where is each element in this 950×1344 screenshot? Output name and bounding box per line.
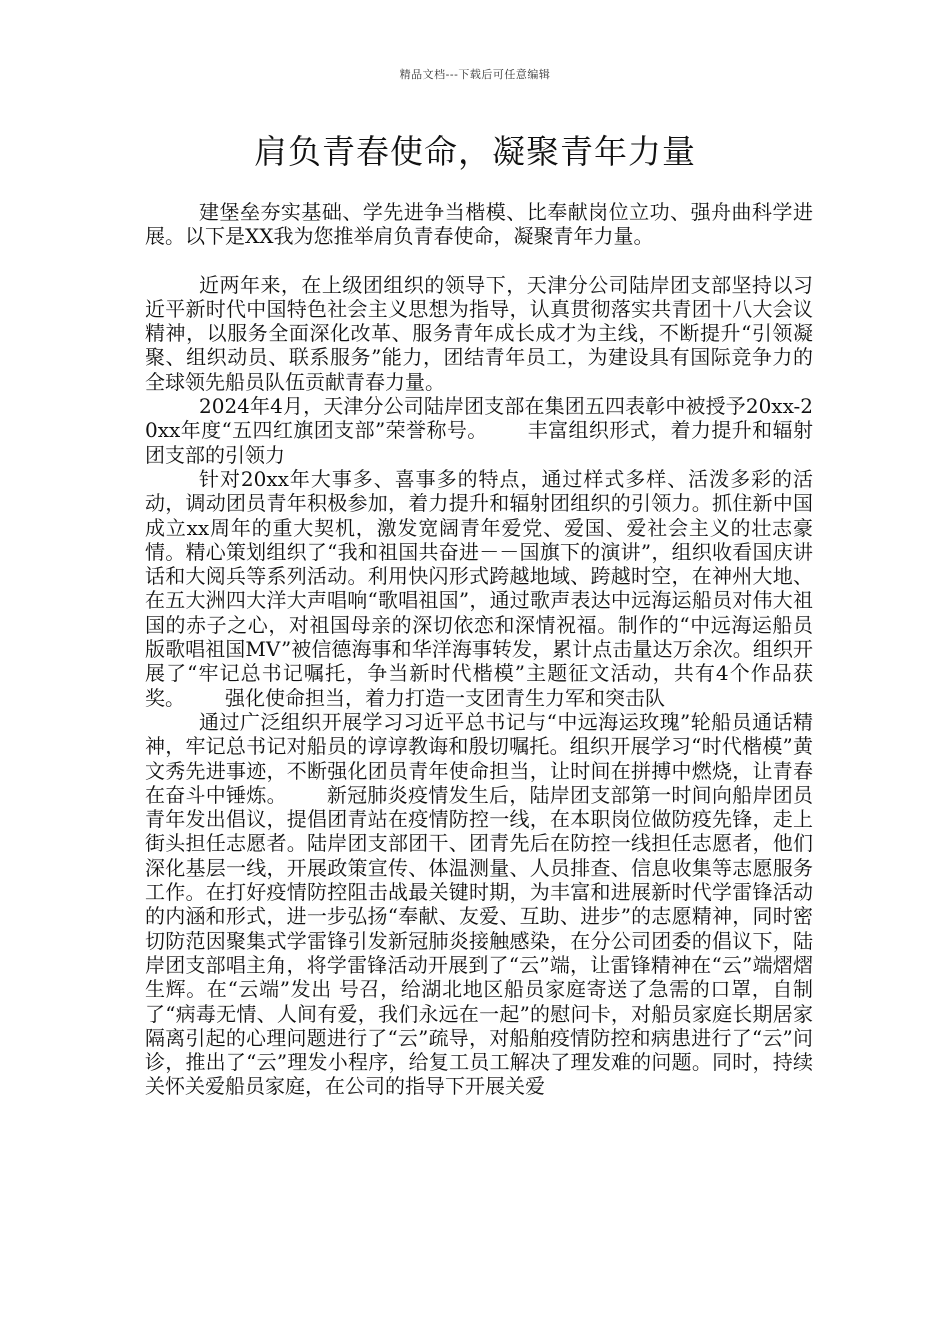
paragraph-text: 针对20xx年大事多、喜事多的特点，通过样式多样、活泼多彩的活动，调动团员青年积极参加，着力提升和辐射团组织的引领力。抓住新中国成立xx周年的重大契机，激发宽阔青年爱党、爱国、爱社会主义的壮志豪情。精心策划组织了“我和祖国共奋进－－国旗下的演讲”，组织收看国庆讲话和大阅兵等系列活动。利用快闪形式跨越地域、跨越时空，在神州大地、在五大洲四大洋大声唱响“歌唱祖国”，通过歌声表达中远海运船员对伟大祖国的赤子之心，对祖国母亲的深切依恋和深情祝福。制作的“中远海运船员版歌唱祖国MV”被信德海事和华洋海事转发，累计点击量达万余次。组织开展了“牢记总书记嘱托，争当新时代楷模”主题征文活动，共有4个作品获奖。 xyxy=(145,466,813,710)
body-paragraph-2 xyxy=(145,394,813,467)
body-paragraph-3 xyxy=(145,467,813,710)
document-body xyxy=(145,200,813,1099)
paragraph-text: 通过广泛组织开展学习习近平总书记与“中远海运玫瑰”轮船员通话精神，牢记总书记对船员的谆谆教诲和殷切嘱托。组织开展学习“时代楷模”黄文秀先进事迹，不断强化团员青年使命担当，让时间在拼搏中燃烧，让青春在奋斗中锤炼。 xyxy=(145,709,813,807)
body-paragraph-1 xyxy=(145,273,813,394)
header-note: 精品文档---下载后可任意编辑 xyxy=(399,68,551,81)
section-heading: 强化使命担当，着力打造一支团青生力军和突击队 xyxy=(225,685,665,710)
paragraph-continuation: 新冠肺炎疫情发生后，陆岸团支部第一时间向船岸团员青年发出倡议，提倡团青站在疫情防控一线，在本职岗位做防疫先锋，走上街头担任志愿者。陆岸团支部团干、团青先后在防控一线担任志愿者，他们深化基层一线，开展政策宣传、体温测量、人员排查、信息收集等志愿服务工作。在打好疫情防控阻击战最关键时期，为丰富和进展新时代学雷锋活动的内涵和形式，进一步弘扬“奉献、友爱、互助、进步”的志愿精神，同时密切防范因聚集式学雷锋引发新冠肺炎接触感染，在分公司团委的倡议下，陆岸团支部唱主角，将学雷锋活动开展到了“云”端，让雷锋精神在“云”端熠熠生辉。在“云端”发出 号召，给湖北地区船员家庭寄送了急需的口罩，自制了“病毒无情、人间有爱，我们永远在一起”的慰问卡，对船员家庭长期居家隔离引起的心理问题进行了“云”疏导，对船舶疫情防控和病患进行了“云”问诊，推出了“云”理发小程序，给复工员工解决了理发难的问题。同时，持续关怀关爱船员家庭，在公司的指导下开展关爱 xyxy=(145,782,814,1099)
document-title: 肩负青春使命，凝聚青年力量 xyxy=(254,132,696,171)
paragraph-text: 2024年4月，天津分公司陆岸团支部在集团五四表彰中被授予20xx-20xx年度“五四红旗团支部”荣誉称号。 xyxy=(145,394,813,443)
intro-paragraph: 建堡垒夯实基础、学先进争当楷模、比奉献岗位立功、强舟曲科学进展。以下是XX我为您推举肩负青春使命，凝聚青年力量。 xyxy=(145,200,813,249)
paragraph-text: 近两年来，在上级团组织的领导下，天津分公司陆岸团支部坚持以习近平新时代中国特色社会主义思想为指导，认真贯彻落实共青团十八大会议精神，以服务全面深化改革、服务青年成长成才为主线，不断提升“引领凝聚、组织动员、联系服务”能力，团结青年员工，为建设具有国际竞争力的全球领先船员队伍贡献青春力量。 xyxy=(145,272,813,394)
section-heading: 丰富组织形式，着力提升和辐射团支部的引领力 xyxy=(145,418,814,467)
body-paragraph-4 xyxy=(145,710,813,1099)
